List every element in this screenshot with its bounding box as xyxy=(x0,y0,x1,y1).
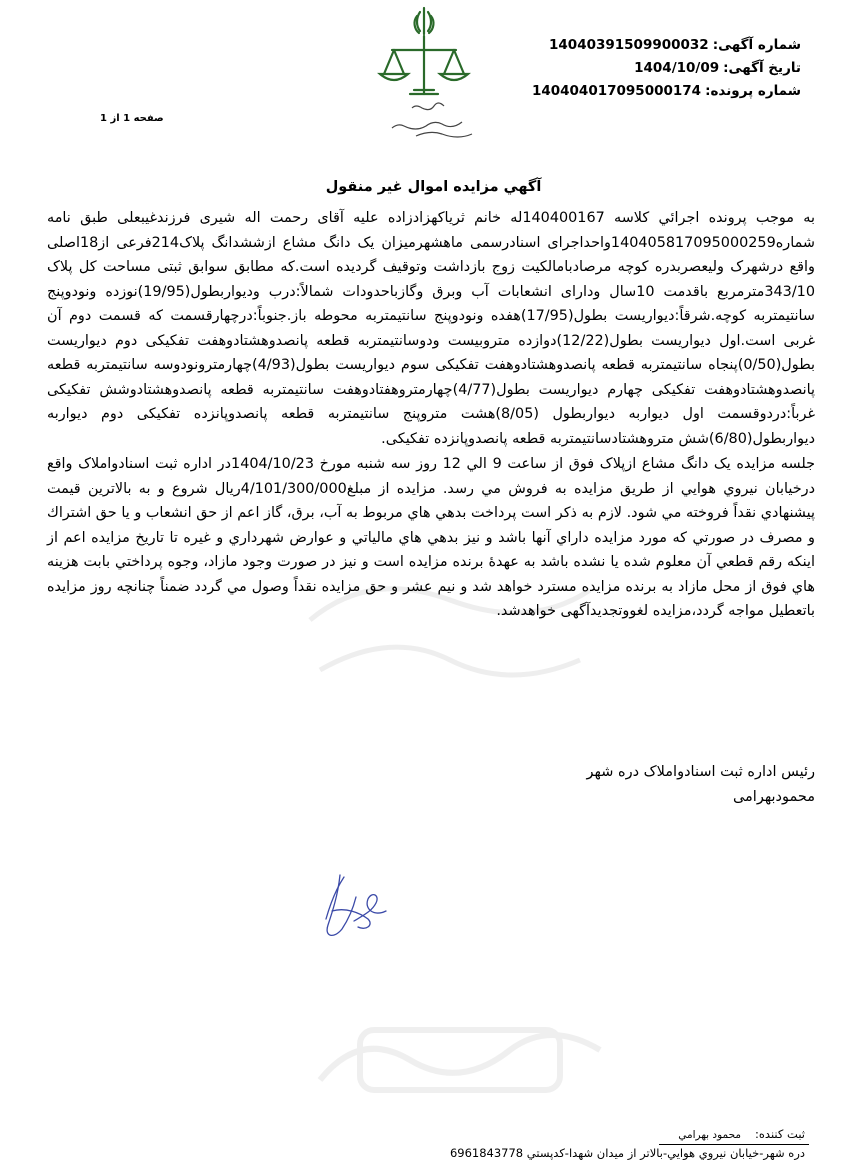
case-number: 140404017095000174 xyxy=(531,83,702,99)
judiciary-emblem xyxy=(372,4,492,149)
body-paragraph-property: به موجب پرونده اجرائي كلاسه 140400167له خانم ثرياكهزادزاده عليه آقای رحمت اله شيری فرزندغيبعلی طبق نامه شماره140405817095000259واحداجرای اسنادرسمی ماهشهرميزان يک دانگ مشاع ازششدانگ پلاک214فرعی از18اصلی واقع درشهرک وليعصربدره کوچه مرصادبامالکيت زوج بازداشت وتوقيف گرديده است.كه مطابق سوابق ثبتی مساحت كل پلاک 343/10مترمربع باقدمت 10سال ودارای انشعابات آب وبرق وگازباحدودات شمالاً:درب وديواربطول(19/95)نوزده ونودوپنج سانتيمتربه كوچه.شرقاً:ديواريست بطول(17/95)هفده ونودوپنج سانتيمتربه محوطه باز.جنوباً:درچهارقسمت كه قسمت دوم آن غربی است.اول ديواريست بطول(12/22)دوازده متروبيست ودوسانتيمتربه قطعه پانصدوهشتادوهفت تفكيكی دوم ديواريست بطول(0/50)پنجاه سانتيمتربه قطعه پانصدوهشتادوهفت تفكيكی سوم ديواريست بطول(4/93)چهارمترونودوسه سانتيمتربه قطعه پانصدوهشتادوهفت تفكيكی چهارم ديواريست بطول(4/77)چهارمتروهفتادوهفت سانتيمتربه قطعه پانصدوهشتادوشش تفكيكی غرباً:دردوقسمت اول ديواربه ديواربطول (8/05)هشت متروپنج سانتيمتربه قطعه پانصدوپانزده تفكيكی دوم ديواربه ديواربطول(6/80)شش متروهشتادسانتيمتربه قطعه پانصدوپانزده تفكيكی. xyxy=(47,210,816,447)
body-paragraph-auction: جلسه مزايده يک دانگ مشاع ازپلاک فوق از ساعت 9 الي 12 روز سه شنبه مورخ 1404/10/23در اداره ثبت اسنادواملاک واقع درخيابان نيروي هوايي از طريق مزايده به فروش مي رسد. مزايده از مبلغ4/101/300/000ريال شروع و به بالاترين قيمت پيشنهادي نقداً فروخته مي شود. لازم به ذكر است پرداخت بدهي هاي مربوط به آب، برق، گاز اعم از حق انشعاب و يا حق اشتراك و مصرف در صورتي كه مورد مزايده داراي آنها باشد و نيز بدهي هاي مالياتي و عوارض شهرداري و غيره تا تاريخ مزايده اعم از اينكه رقم قطعي آن معلوم شده يا نشده باشد به عهدۀ برنده مزايده است و نيز در صورت وجود مازاد، وجوه پرداختي بابت هزينه هاي فوق از محل مازاد به برنده مزايده مسترد خواهد شد و نيم عشر و حق مزايده نقداً وصول مي گردد ضمناً چنانچه روز مزايده باتعطيل مواجه گردد،مزايده لغووتجديدآگهی خواهدشد. xyxy=(47,456,816,619)
ad-date: 1404/10/09 xyxy=(634,60,720,76)
footer-divider xyxy=(659,1144,809,1145)
handwritten-signature xyxy=(310,855,410,945)
registrar-row xyxy=(450,1125,805,1144)
ad-number-label: شماره آگهی: xyxy=(712,37,801,53)
watermark-logo xyxy=(300,1010,620,1120)
signatory xyxy=(587,760,815,810)
document-title: آگهي مزايده اموال غير منقول xyxy=(325,179,542,195)
office-address: دره شهر-خيابان نيروي هوايي-بالاتر از ميدان شهدا-كدپستي 6961843778 xyxy=(449,1146,805,1160)
document-footer xyxy=(450,1125,805,1162)
signatory-name: محمودبهرامی xyxy=(732,789,815,805)
registrar-name: محمود بهرامي xyxy=(678,1129,742,1141)
ad-date-row xyxy=(532,57,801,80)
ad-meta xyxy=(532,34,801,103)
ad-date-label: تاریخ آگهی: xyxy=(723,60,801,76)
ad-number: 14040391509900032 xyxy=(549,37,709,53)
ad-body xyxy=(47,206,815,624)
case-number-label: شماره پرونده: xyxy=(705,83,801,99)
ad-number-row xyxy=(532,34,801,57)
signatory-position: رئيس اداره ثبت اسنادواملاک دره شهر xyxy=(586,764,815,780)
registrar-label: ثبت كننده: xyxy=(755,1127,805,1141)
case-number-row xyxy=(532,80,801,103)
page-number: صفحه 1 از 1 xyxy=(100,113,164,124)
